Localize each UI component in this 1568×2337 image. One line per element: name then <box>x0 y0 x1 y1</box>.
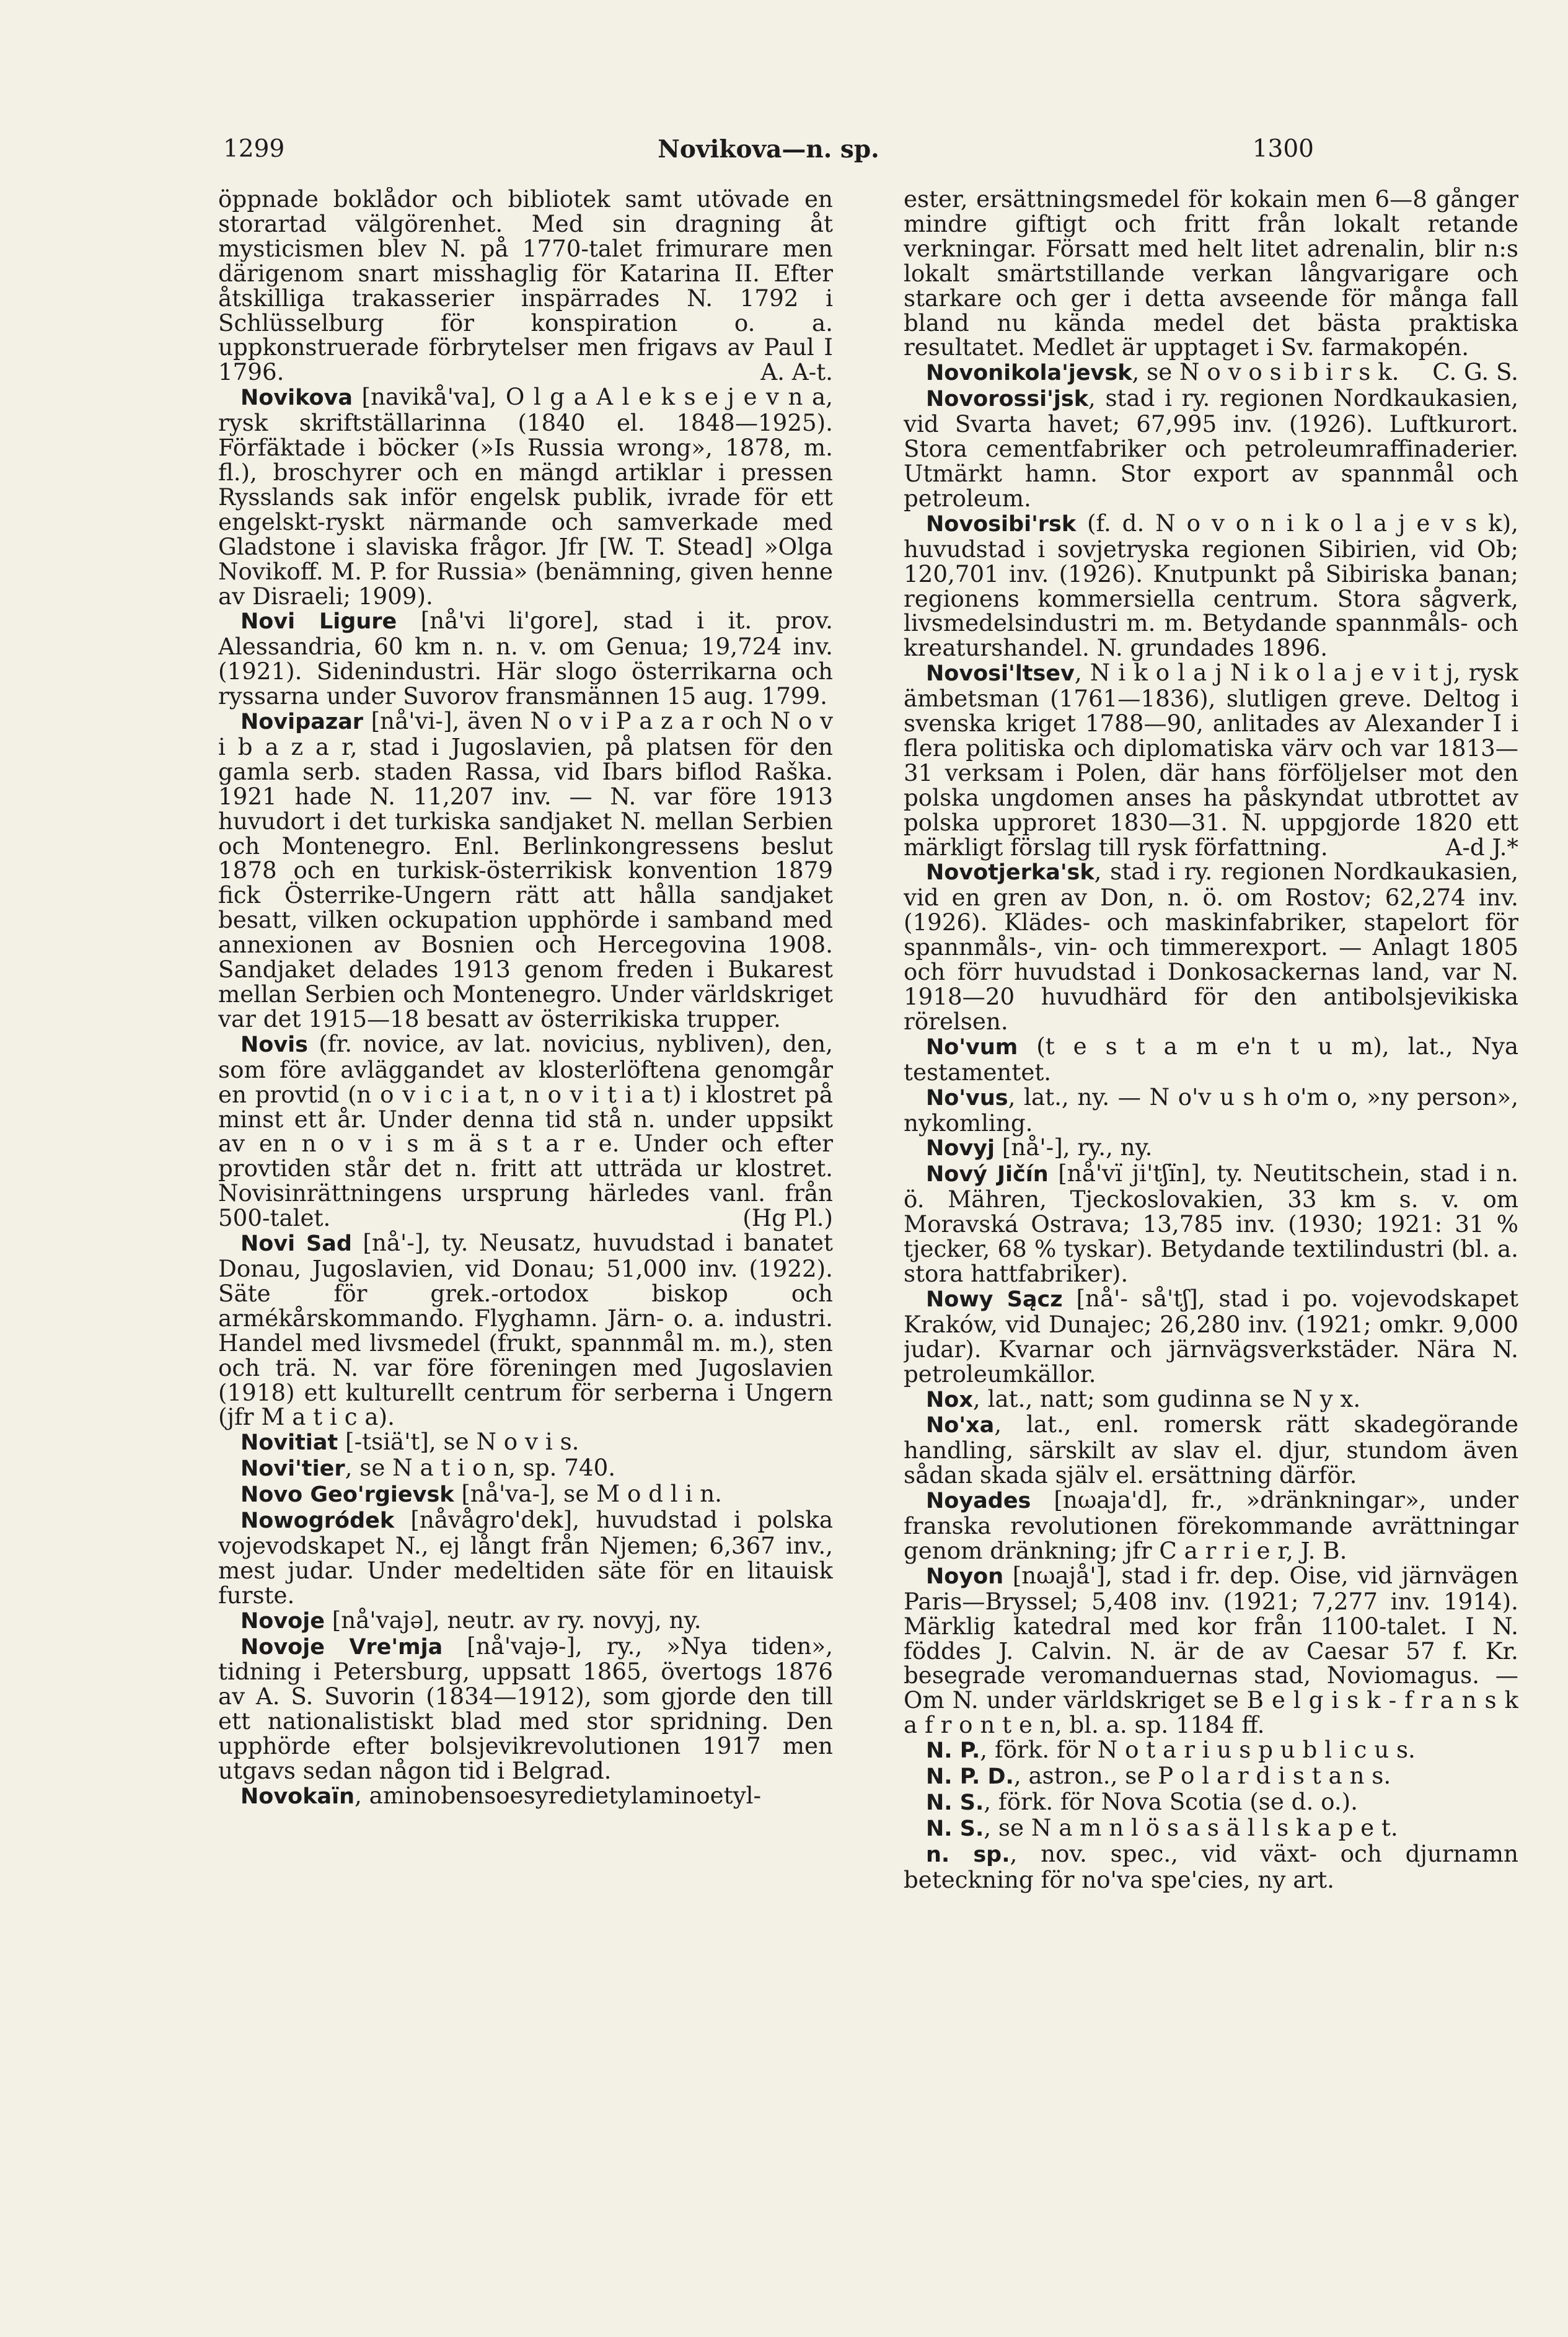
entry-text: , stad i ry. regionen Nordkaukasien, vid en gren av Don, n. ö. om Rostov; 62,274 inv. (1926). Klädes- och maskinfabriker, stapelort för spannmåls-, vin- och timmerexport. — Anlagt 1805 och förr huvudstad i Donkosackernas land, var N. 1918—20 huvudhärd för den antibolsjevikiska rörelsen. <box>904 858 1518 1035</box>
entry <box>904 1488 1518 1564</box>
entry <box>904 1764 1518 1790</box>
entry-text: [nå'vajə-], ry., »Nya tiden», tidning i Petersburg, uppsatt 1865, övertogs 1876 av A. S. Suvorin (1834—1912), som gjorde den till ett nationalistiskt blad med stor spridning. Den upphörde efter bolsjevikrevolutionen 1917 men utgavs sedan någon tid i Belgrad. <box>218 1632 833 1785</box>
entry-text: , lat., enl. romersk rätt skadegörande handling, särskilt av slav el. djur, stundom även sådan skada själv el. ersättning därför. <box>904 1411 1518 1489</box>
entry <box>904 1135 1518 1161</box>
entry-headword: Novonikola'jevsk <box>926 361 1132 386</box>
entry-text: [nå'-], ty. Neusatz, huvudstad i banatet Donau, Jugoslavien, vid Donau; 51,000 inv. (1922). Säte för grek.-ortodox biskop och armékårskommando. Flyghamn. Järn- o. a. industri. Handel med livsmedel (frukt, spannmål m. m.), sten och trä. N. var före föreningen med Jugoslavien (1918) ett kulturellt centrum för serberna i Ungern (jfr M a t i c a). <box>218 1229 833 1431</box>
entry-headword: Nowy Sącz <box>926 1287 1063 1312</box>
entry-headword: Novoje <box>240 1608 325 1634</box>
entry <box>218 187 833 385</box>
entry <box>218 609 833 709</box>
entry <box>904 1085 1518 1136</box>
entry <box>218 1482 833 1508</box>
entry-headword: Novorossi'jsk <box>926 387 1088 412</box>
entry-headword: Nowogródek <box>240 1508 395 1534</box>
entry-headword: Nový Jičín <box>926 1162 1049 1187</box>
right-column <box>904 187 1518 2195</box>
entry <box>218 1784 833 1810</box>
entry <box>218 1231 833 1430</box>
entry-headword: No'xa <box>926 1413 995 1438</box>
entry <box>904 1412 1518 1488</box>
entry-headword: Novipazar <box>240 710 364 735</box>
entry-headword: Novi Ligure <box>240 609 397 635</box>
entry-text: , aminobensoesyredietylaminoetyl- <box>355 1782 762 1809</box>
entry-text: [nå'va-], se M o d l i n. <box>454 1480 723 1508</box>
left-page-number: 1299 <box>223 135 285 163</box>
left-column <box>218 187 833 2195</box>
right-page-number: 1300 <box>1252 135 1314 163</box>
entry <box>218 1634 833 1784</box>
entry-text: [-tsiä't], se N o v i s. <box>338 1428 579 1456</box>
entry-text: [nå'vï ji'tʃïn], ty. Neutitschein, stad i n. ö. Mähren, Tjeckoslovakien, 33 km s. v. om Moravská Ostrava; 13,785 inv. (1930; 1921: 31 % tjecker, 68 % tyskar). Betydande textilindustri (bl. a. stora hattfabriker). <box>904 1160 1518 1287</box>
entry-headword: Novosi'ltsev <box>926 661 1075 687</box>
entry <box>904 860 1518 1034</box>
entry-headword: Novikova <box>240 385 353 411</box>
entry-text: , N i k o l a j N i k o l a j e v i t j, rysk ämbetsman (1761—1836), slutligen greve. Deltog i svenska kriget 1788—90, anlitades av Alexander I i flera politiska och diplomatiska värv och var 1813—31 verksam i Polen, där hans förföljelser mot den polska ungdomen anses ha påskyndat utbrottet av polska upproret 1830—31. N. uppgjorde 1820 ett märkligt förslag till rysk författning. <box>904 659 1518 861</box>
entry-headword: Noyon <box>926 1564 1004 1589</box>
entry <box>218 1456 833 1482</box>
entry <box>904 1839 1518 1893</box>
entry-headword: Novyj <box>926 1136 995 1161</box>
entry-headword: Novotjerka'sk <box>926 860 1095 886</box>
entry <box>904 1284 1518 1388</box>
entry-text: [nå'vi-], även N o v i P a z a r och N o v i b a z a r, stad i Jugoslavien, på platsen för den gamla serb. staden Rassa, vid Ibars biflod Raška. 1921 hade N. 11,207 inv. — N. var före 1913 huvudort i det turkiska sandjaket N. mellan Serbien och Montenegro. Enl. Berlinkongressens beslut 1878 och en turkisk-österrikisk konvention 1879 fick Österrike-Ungern rätt att hålla sandjaket besatt, vilken ockupation upphörde i samband med annexionen av Bosnien och Hercegovina 1908. Sandjaket delades 1913 genom freden i Bukarest mellan Serbien och Montenegro. Under världskriget var det 1915—18 besatt av österrikiska trupper. <box>218 707 833 1032</box>
entry-headword: N. S. <box>926 1816 984 1841</box>
entry-text: [nå'-], ry., ny. <box>994 1133 1153 1161</box>
entry <box>904 1561 1518 1739</box>
entry <box>904 1738 1518 1764</box>
entry <box>904 1813 1518 1842</box>
entry-headword: Noyades <box>926 1489 1031 1514</box>
running-title: Novikova—n. sp. <box>658 135 879 164</box>
entry-headword: N. P. <box>926 1738 980 1764</box>
entry <box>904 386 1518 511</box>
entry <box>218 385 833 609</box>
entry <box>904 511 1518 661</box>
entry-text: , nov. spec., vid växt- och djurnamn beteckning för no'va spe'cies, ny art. <box>904 1839 1518 1893</box>
entry <box>904 360 1518 386</box>
entry-text: , förk. för N o t a r i u s p u b l i c u s. <box>980 1736 1416 1764</box>
entry-text: [navikå'va], O l g a A l e k s e j e v n a, rysk skriftställarinna (1840 el. 1848—1925). Förfäktade i böcker (»Is Russia wrong», 1878, m. fl.), broschyrer och en mängd artiklar i pressen Rysslands sak inför engelsk publik, ivrade för ett engelskt-ryskt närmande och samverkade med Gladstone i slaviska frågor. Jfr [W. T. Stead] »Olga Novikoff. M. P. for Russia» (benämning, given henne av Disraeli; 1909). <box>218 383 833 610</box>
entry <box>218 1608 833 1634</box>
entry-headword: No'vum <box>926 1034 1018 1060</box>
author-signature: (Hg Pl.) <box>742 1204 833 1232</box>
entry-text: öppnade boklådor och bibliotek samt utövade en storartad välgörenhet. Med sin dragning åt mysticismen blev N. på 1770-talet frimurare men därigenom snart misshaglig för Katarina II. Efter åtskilliga trakasserier inspärrades N. 1792 i Schlüsselburg för konspiration o. a. uppkonstruerade förbrytelser men frigavs av Paul I 1796. <box>218 187 833 386</box>
entry-headword: Novitiat <box>240 1430 338 1456</box>
entry <box>904 1161 1518 1287</box>
entry <box>904 661 1518 860</box>
entry <box>904 1034 1518 1085</box>
entry-text: [nåvågro'dek], huvudstad i polska vojevodskapet N., ej långt från Njemen; 6,367 inv., mest judar. Under medeltiden säte för en litauisk furste. <box>218 1506 833 1609</box>
entry-text: , se N a m n l ö s a s ä l l s k a p e t. <box>984 1813 1398 1841</box>
entry-text: [nå'vajə], neutr. av ry. novyj, ny. <box>324 1606 702 1634</box>
entry-text: , astron., se P o l a r d i s t a n s. <box>1013 1762 1391 1790</box>
entry-headword: N. S. <box>926 1790 984 1815</box>
entry <box>904 1790 1518 1816</box>
entry-text: , se N o v o s i b i r s k. <box>1132 358 1399 386</box>
entry-headword: Novi'tier <box>240 1456 345 1482</box>
entry-text: (t e s t a m e'n t u m), lat., Nya testamentet. <box>904 1032 1518 1086</box>
entry <box>218 1029 833 1232</box>
entry-headword: Novi Sad <box>240 1231 352 1257</box>
entry-text: ester, ersättningsmedel för kokain men 6—8 gånger mindre giftigt och fritt från lokalt retande verkningar. Försatt med helt litet adrenalin, blir n:s lokalt smärtstillande verkan långvarigare och starkare och ger i detta avseende för många fall bland nu kända medel det bästa praktiska resultatet. Medlet är upptaget i Sv. farmakopén. <box>904 187 1518 361</box>
entry-headword: N. P. D. <box>926 1764 1014 1790</box>
entry-headword: Nox <box>926 1387 973 1412</box>
entry-headword: Novokaïn <box>240 1784 355 1809</box>
entry-text: [nωaja'd], fr., »dränkningar», under franska revolutionen förekommande avrättningar genom dränkning; jfr C a r r i e r, J. B. <box>904 1486 1518 1564</box>
entry <box>218 709 833 1032</box>
entry-headword: Novis <box>240 1032 308 1057</box>
author-signature: A. A-t. <box>760 358 833 386</box>
entry <box>904 1384 1518 1413</box>
entry-text: , stad i ry. regionen Nordkaukasien, vid Svarta havet; 67,995 inv. (1926). Luftkurort. Stora cementfabriker och petroleumraffinaderier. Utmärkt hamn. Stor export av spannmål och petroleum. <box>904 384 1518 512</box>
entry-text: [nå'vi li'gore], stad i it. prov. Alessandria, 60 km n. n. v. om Genua; 19,724 inv. (1921). Sidenindustri. Här slogo österrikarna och ryssarna under Suvorov fransmännen 15 aug. 1799. <box>218 607 833 710</box>
author-signature: A-d J.* <box>1445 833 1518 861</box>
entry-headword: n. sp. <box>926 1842 1010 1867</box>
entry-headword: Novosibi'rsk <box>926 511 1077 537</box>
entry <box>218 1508 833 1608</box>
entry-headword: No'vus <box>926 1085 1008 1111</box>
entry <box>218 1430 833 1456</box>
entry-text: [nωajå'], stad i fr. dep. Oise, vid järnvägen Paris—Bryssel; 5,408 inv. (1921; 7,277 inv. 1914). Märklig katedral med kor från 1100-talet. I N. föddes J. Calvin. N. är de av Caesar 57 f. Kr. besegrade veromanduernas stad, Noviomagus. — Om N. under världskriget se B e l g i s k - f r a n s k a f r o n t e n, bl. a. sp. 1184 ff. <box>904 1561 1518 1739</box>
entry-text: , förk. för Nova Scotia (se d. o.). <box>984 1788 1358 1815</box>
author-signature: C. G. S. <box>1432 358 1518 386</box>
entry-headword: Novo Geo'rgievsk <box>240 1482 454 1508</box>
page-header <box>223 135 1314 172</box>
entry-text: [nå'- så'tʃ], stad i po. vojevodskapet Kraków, vid Dunajec; 26,280 inv. (1921; omkr. 9,000 judar). Kvarnar och järnvägsverkstäder. Nära N. petroleumkällor. <box>904 1284 1518 1388</box>
entry-text: , lat., natt; som gudinna se N y x. <box>972 1384 1361 1412</box>
entry-headword: Novoje Vre'mja <box>240 1634 443 1660</box>
entry-text: (fr. novice, av lat. novicius, nybliven), den, som före avläggandet av klosterlöftena genomgår en provtid (n o v i c i a t, n o v i t i a t) i klostret på minst ett år. Under denna tid stå n. under uppsikt av en n o v i s m ä s t a r e. Under och efter provtiden står det n. fritt att utträda ur klostret. Novisinrättningens ursprung härledes vanl. från 500-talet. <box>218 1029 833 1232</box>
entry-text: (f. d. N o v o n i k o l a j e v s k), huvudstad i sovjetryska regionen Sibirien, vid Ob; 120,701 inv. (1926). Knutpunkt på Sibiriska banan; regionens kommersiella centrum. Stora sågverk, livsmedelsindustri m. m. Betydande spannmåls- och kreaturshandel. N. grundades 1896. <box>904 509 1518 662</box>
entry-text: , lat., ny. — N o'v u s h o'm o, »ny person», nykomling. <box>904 1083 1518 1137</box>
entry-text: , se N a t i o n, sp. 740. <box>345 1454 616 1482</box>
